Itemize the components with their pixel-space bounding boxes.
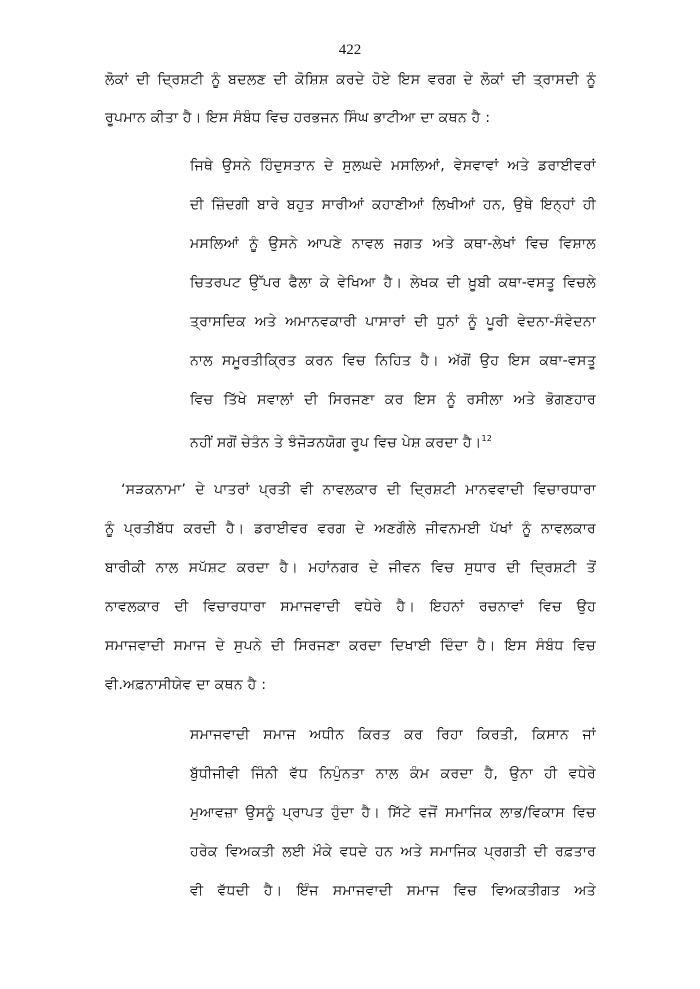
body-text-line: ਰੂਪਮਾਨ ਕੀਤਾ ਹੈ। ਇਸ ਸੰਬੰਧ ਵਿਚ ਹਰਭਜਨ ਸਿੰਘ ਭਾਟੀਆ ਦਾ ਕਥਨ ਹੈ : (105, 110, 491, 126)
block-quote-line: ਨਾਲ ਸਮੂਰਤੀਕ੍ਰਿਤ ਕਰਨ ਵਿਚ ਨਿਹਿਤ ਹੈ। ਅੱਗੋਂ ਉਹ ਇਸ ਕਥਾ-ਵਸਤੂ (190, 353, 596, 369)
block-quote-line: ਵੀ ਵੱਧਦੀ ਹੈ। ਇੰਜ ਸਮਾਜਵਾਦੀ ਸਮਾਜ ਵਿਚ ਵਿਅਕਤੀਗਤ ਅਤੇ (190, 883, 596, 899)
block-quote-line: ਤ੍ਰਾਸਦਿਕ ਅਤੇ ਅਮਾਨਵਕਾਰੀ ਪਾਸਾਰਾਂ ਦੀ ਧੁਨਾਂ ਨੂੰ ਪੂਰੀ ਵੇਦਨਾ-ਸੰਵੇਦਨਾ (190, 314, 596, 330)
body-text-line: ਨਾਵਲਕਾਰ ਦੀ ਵਿਚਾਰਧਾਰਾ ਸਮਾਜਵਾਦੀ ਵਧੇਰੇ ਹੈ। ਇਹਨਾਂ ਰਚਨਾਵਾਂ ਵਿਚ ਉਹ (105, 599, 596, 615)
body-text-line: ਬਾਰੀਕੀ ਨਾਲ ਸਪੱਸ਼ਟ ਕਰਦਾ ਹੈ। ਮਹਾਂਨਗਰ ਦੇ ਜੀਵਨ ਵਿਚ ਸੁਧਾਰ ਦੀ ਦ੍ਰਿਸ਼ਟੀ ਤੋਂ (105, 560, 596, 576)
body-text-line: ‘ਸੜਕਨਾਮਾ’ ਦੇ ਪਾਤਰਾਂ ਪ੍ਰਤੀ ਵੀ ਨਾਵਲਕਾਰ ਦੀ ਦ੍ਰਿਸ਼ਟੀ ਮਾਨਵਵਾਦੀ ਵਿਚਾਰਧਾਰਾ (121, 482, 596, 498)
page-number: 422 (338, 42, 362, 58)
block-quote-line: ਸਮਾਜਵਾਦੀ ਸਮਾਜ ਅਧੀਨ ਕਿਰਤ ਕਰ ਰਿਹਾ ਕਿਰਤੀ, ਕਿਸਾਨ ਜਾਂ (190, 727, 596, 743)
block-quote-line: ਮੁਆਵਜ਼ਾ ਉਸਨੂੰ ਪ੍ਰਾਪਤ ਹੁੰਦਾ ਹੈ। ਸਿੱਟੇ ਵਜੋਂ ਸਮਾਜਿਕ ਲਾਭ/ਵਿਕਾਸ ਵਿਚ (190, 805, 596, 821)
body-text-line: ਵੀ.ਅਫ਼ਨਾਸੀਯੇਵ ਦਾ ਕਥਨ ਹੈ : (105, 677, 267, 693)
block-quote-line: ਵਿਚ ਤਿੱਖੇ ਸਵਾਲਾਂ ਦੀ ਸਿਰਜਣਾ ਕਰ ਇਸ ਨੂੰ ਰਸੀਲਾ ਅਤੇ ਭੋਗਣਹਾਰ (190, 392, 596, 408)
block-quote-text: ਨਹੀਂ ਸਗੋਂ ਚੇਤੰਨ ਤੇ ਝੰਜੋੜਨਯੋਗ ਰੂਪ ਵਿਚ ਪੇਸ਼ ਕਰਦਾ ਹੈ। (190, 435, 482, 451)
block-quote-line: ਬੁੱਧੀਜੀਵੀ ਜਿੰਨੀ ਵੱਧ ਨਿਪੁੰਨਤਾ ਨਾਲ ਕੰਮ ਕਰਦਾ ਹੈ, ਉਨਾ ਹੀ ਵਧੇਰੇ (190, 766, 596, 782)
block-quote-line: ਦੀ ਜ਼ਿੰਦਗੀ ਬਾਰੇ ਬਹੁਤ ਸਾਰੀਆਂ ਕਹਾਣੀਆਂ ਲਿਖੀਆਂ ਹਨ, ਉਥੇ ਇਨ੍ਹਾਂ ਹੀ (190, 197, 596, 213)
footnote-reference[interactable]: 12 (481, 434, 493, 443)
block-quote-line-last (190, 429, 596, 453)
block-quote-line: ਚਿਤਰਪਟ ਉੱਪਰ ਫੈਲਾ ਕੇ ਵੇਖਿਆ ਹੈ। ਲੇਖਕ ਦੀ ਖ਼ੂਬੀ ਕਥਾ-ਵਸਤੂ ਵਿਚਲੇ (190, 275, 596, 291)
body-text-line: ਨੂੰ ਪ੍ਰਤੀਬੱਧ ਕਰਦੀ ਹੈ। ਡਰਾਈਵਰ ਵਰਗ ਦੇ ਅਣਗੌਲੇ ਜੀਵਨਮਈ ਪੱਖਾਂ ਨੂੰ ਨਾਵਲਕਾਰ (105, 521, 596, 537)
block-quote-line: ਜਿਥੇ ਉਸਨੇ ਹਿੰਦੁਸਤਾਨ ਦੇ ਸੁਲਘਦੇ ਮਸਲਿਆਂ, ਵੇਸਵਾਵਾਂ ਅਤੇ ਡਰਾਈਵਰਾਂ (190, 158, 596, 174)
body-text-line: ਸਮਾਜਵਾਦੀ ਸਮਾਜ ਦੇ ਸੁਪਨੇ ਦੀ ਸਿਰਜਣਾ ਕਰਦਾ ਦਿਖਾਈ ਦਿੰਦਾ ਹੈ। ਇਸ ਸੰਬੰਧ ਵਿਚ (105, 638, 596, 654)
body-text-line: ਲੋਕਾਂ ਦੀ ਦ੍ਰਿਸ਼ਟੀ ਨੂੰ ਬਦਲਣ ਦੀ ਕੋਸ਼ਿਸ਼ ਕਰਦੇ ਹੋਏ ਇਸ ਵਰਗ ਦੇ ਲੋਕਾਂ ਦੀ ਤ੍ਰਾਸਦੀ ਨੂੰ (105, 72, 596, 88)
block-quote-line: ਮਸਲਿਆਂ ਨੂੰ ਉਸਨੇ ਆਪਣੇ ਨਾਵਲ ਜਗਤ ਅਤੇ ਕਥਾ-ਲੇਖਾਂ ਵਿਚ ਵਿਸ਼ਾਲ (190, 236, 596, 252)
block-quote-line: ਹਰੇਕ ਵਿਅਕਤੀ ਲਈ ਮੌਕੇ ਵਧਦੇ ਹਨ ਅਤੇ ਸਮਾਜਿਕ ਪ੍ਰਗਤੀ ਦੀ ਰਫ਼ਤਾਰ (190, 844, 596, 860)
